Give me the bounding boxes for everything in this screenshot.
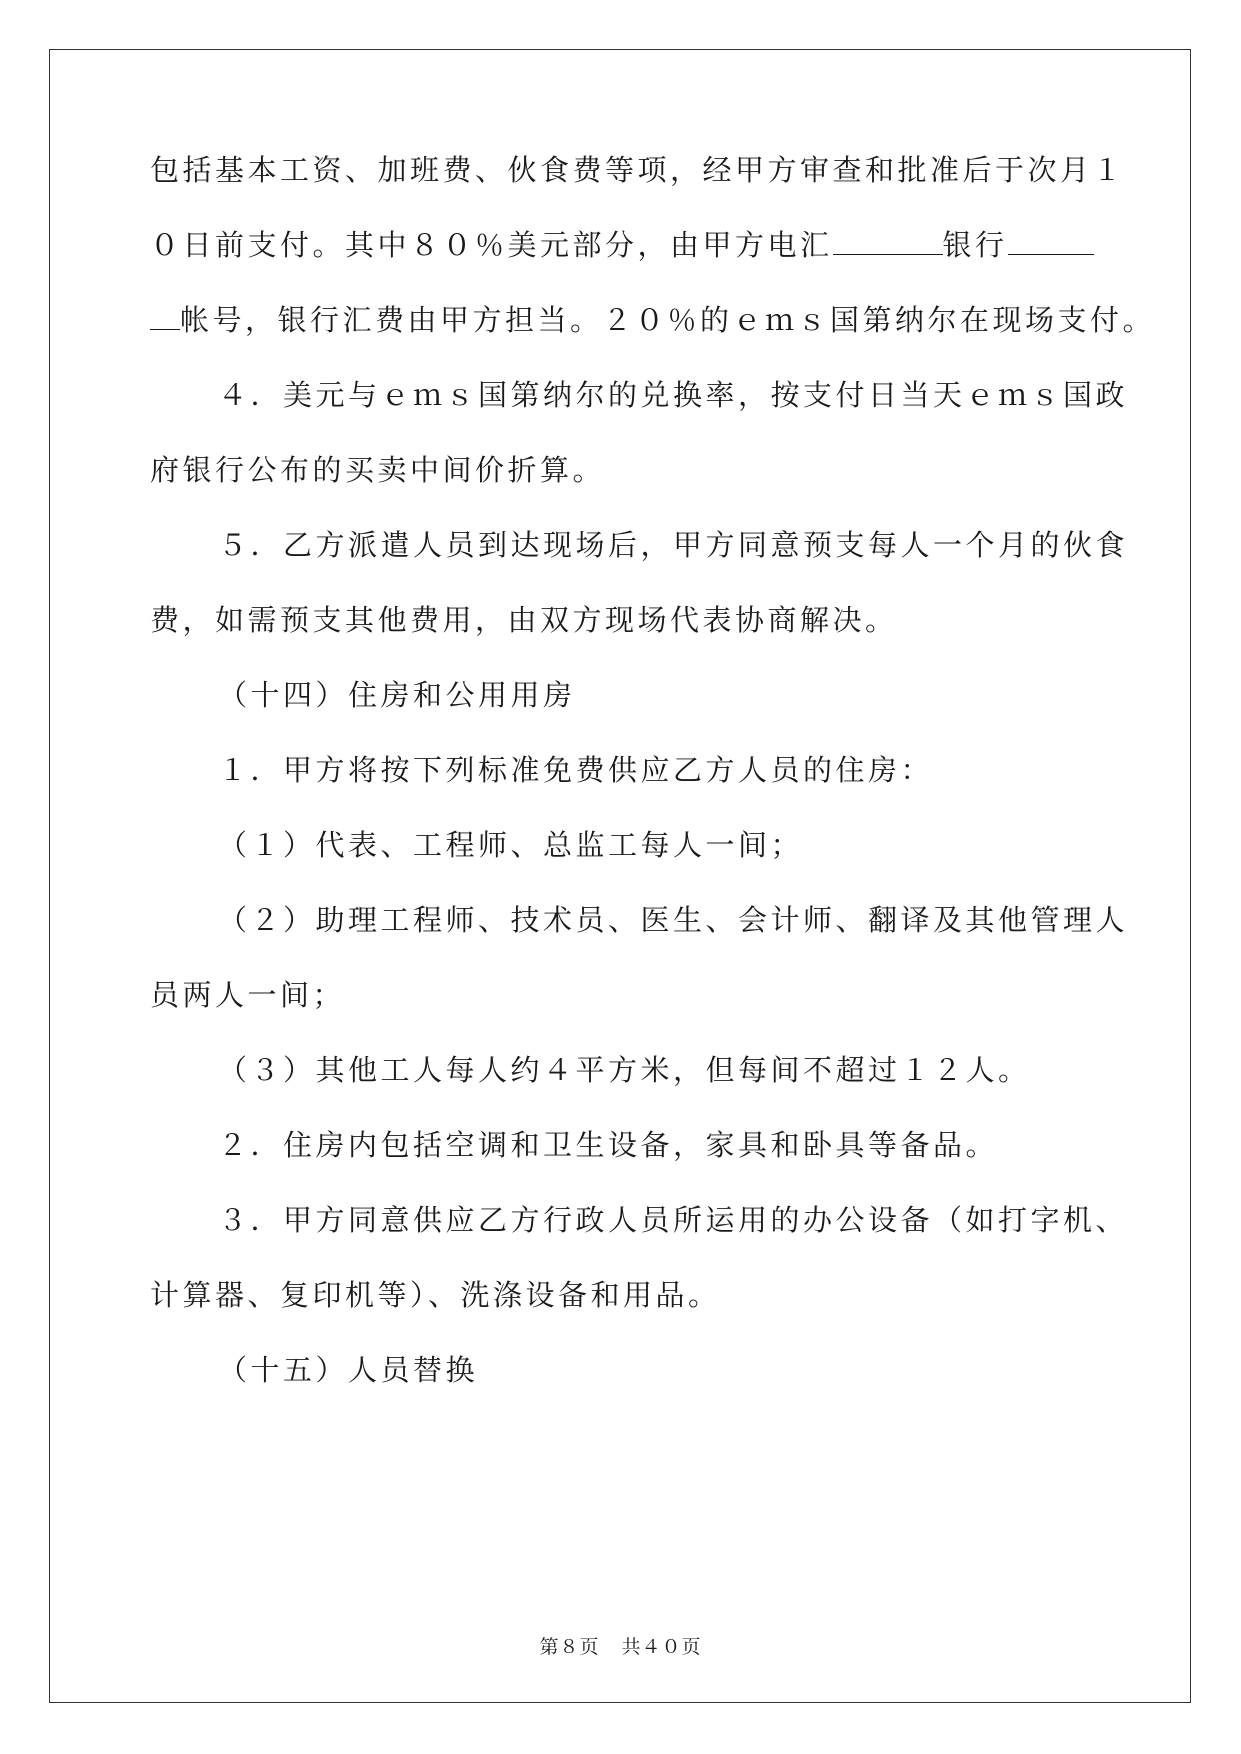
account-blank-end: [150, 303, 180, 330]
text-line-13: （３）其他工人每人约４平方米，但每间不超过１２人。: [218, 1053, 1031, 1087]
page-number-total: 共４０页: [621, 1636, 702, 1658]
text-line-15: ３．甲方同意供应乙方行政人员所运用的办公设备（如打字机、: [218, 1203, 1129, 1237]
text-line-12: 员两人一间；: [150, 978, 346, 1012]
text-line-6: ５．乙方派遣人员到达现场后，甲方同意预支每人一个月的伙食: [218, 528, 1129, 562]
text-line-9: １．甲方将按下列标准免费供应乙方人员的住房：: [218, 753, 934, 787]
text-line-3-text: 帐号，银行汇费由甲方担当。２０％的ｅｍｓ国第纳尔在现场支付。: [180, 303, 1156, 337]
text-line-16: 计算器、复印机等）、洗涤设备和用品。: [150, 1278, 721, 1312]
bank-name-blank: [833, 228, 943, 255]
text-line-4: ４．美元与ｅｍｓ国第纳尔的兑换率，按支付日当天ｅｍｓ国政: [218, 378, 1129, 412]
text-line-2: [150, 225, 1090, 265]
section-heading-15: （十五）人员替换: [218, 1353, 479, 1387]
text-line-2-part-b: 银行: [942, 228, 1008, 262]
page-number-current: 第８页: [539, 1636, 600, 1658]
page-border: [49, 49, 1191, 1703]
text-line-10: （１）代表、工程师、总监工每人一间；: [218, 828, 804, 862]
text-line-7: 费，如需预支其他费用，由双方现场代表协商解决。: [150, 603, 898, 637]
text-line-14: ２．住房内包括空调和卫生设备，家具和卧具等备品。: [218, 1128, 999, 1162]
text-line-11: （２）助理工程师、技术员、医生、会计师、翻译及其他管理人: [218, 903, 1129, 937]
account-blank-start: [1008, 228, 1094, 255]
text-line-2-part-a: ０日前支付。其中８０％美元部分，由甲方电汇: [150, 228, 833, 262]
section-heading-14: （十四）住房和公用用房: [218, 678, 576, 712]
text-line-1: 包括基本工资、加班费、伙食费等项，经甲方审查和批准后于次月１: [150, 153, 1126, 187]
text-line-3: [150, 300, 1156, 340]
page-footer: [0, 1632, 1241, 1659]
text-line-5: 府银行公布的买卖中间价折算。: [150, 453, 606, 487]
